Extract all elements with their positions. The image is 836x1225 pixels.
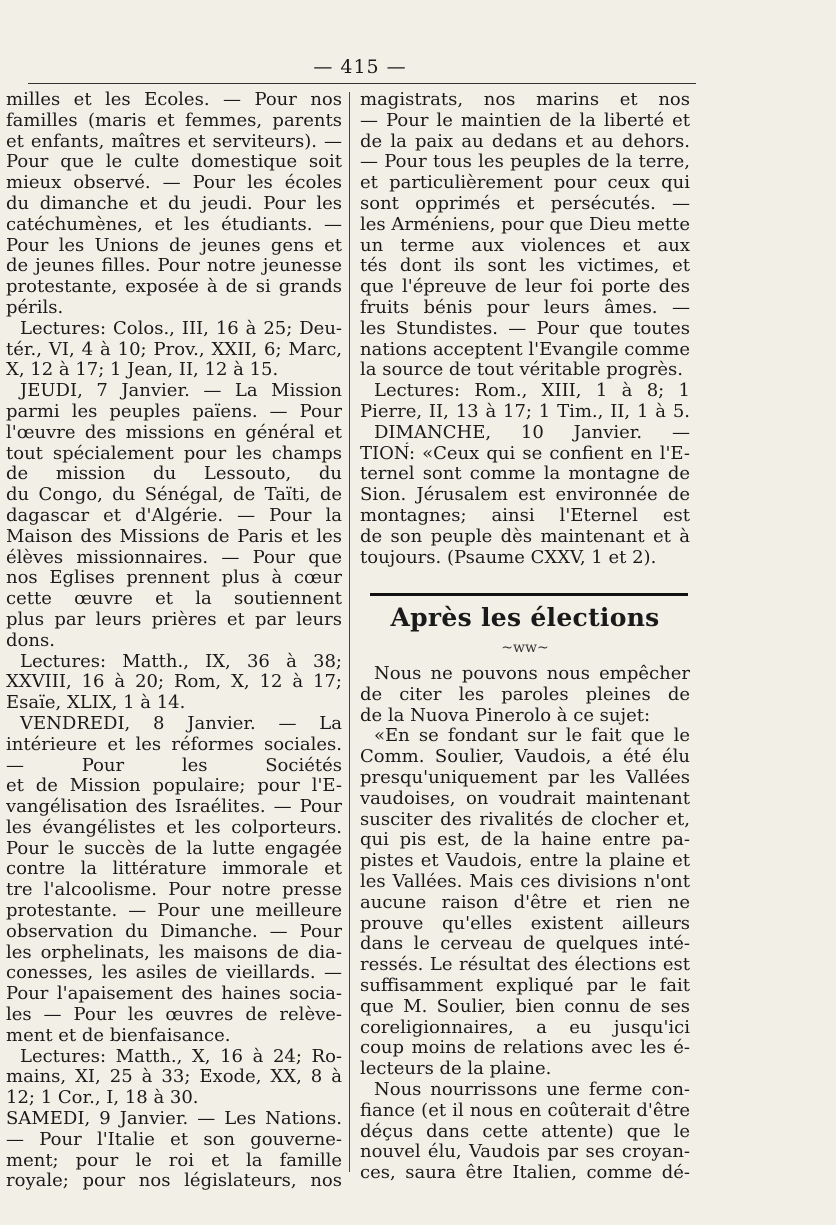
text-line: ment et de bienfaisance. — [6, 1025, 231, 1046]
text-line: du dimanche et du jeudi. Pour les — [6, 193, 342, 214]
text-line: suffisamment expliqué par le fait — [360, 975, 690, 996]
text-line: tout spécialement pour les champs — [6, 443, 342, 464]
text-line: Lectures: Matth., X, 16 à 24; Ro- — [20, 1046, 342, 1067]
text-line: ternel sont comme la montagne de — [360, 464, 690, 485]
text-line: ressés. Le résultat des élections est — [360, 955, 690, 976]
text-line: — Pour le maintien de la liberté et — [360, 110, 690, 131]
text-line: qui pis est, de la haine entre pa- — [360, 830, 690, 851]
text-line: coreligionnaires, a eu jusqu'ici — [360, 1017, 690, 1038]
text-line: prouve qu'elles existent ailleurs — [360, 913, 690, 934]
text-line: vaudoises, on voudrait maintenant — [360, 788, 690, 809]
text-line: Lectures: Colos., III, 16 à 25; Deu- — [20, 318, 342, 339]
text-line: et enfants, maîtres et serviteurs). — — [6, 131, 342, 152]
text-line: fruits bénis pour leurs âmes. — — [360, 297, 690, 318]
text-line: DIMANCHE, 10 Janvier. — — [374, 422, 690, 443]
text-line: Pour le succès de la lutte engagée — [6, 838, 342, 859]
text-line: coup moins de relations avec les é- — [360, 1038, 690, 1059]
text-line: Lectures: Rom., XIII, 1 à 8; 1 — [374, 381, 690, 402]
text-line: de la Nuova Pinerolo à ce sujet: — [360, 705, 651, 726]
text-line: ces, saura être Italien, comme dé- — [360, 1163, 690, 1184]
section-rule — [370, 593, 688, 596]
text-line: et de Mission populaire; pour l'E- — [6, 776, 342, 797]
text-line: pistes et Vaudois, entre la plaine et — [360, 851, 690, 872]
text-line: observation du Dimanche. — Pour — [6, 921, 342, 942]
text-line: — Pour les Sociétés — [6, 755, 342, 776]
text-line: TION: «Ceux qui se confient en l'E- — [360, 443, 690, 464]
text-line: de son peuple dès maintenant et à — [360, 526, 690, 547]
text-line: Comm. Soulier, Vaudois, a été élu — [360, 747, 690, 768]
text-line: Maison des Missions de Paris et les — [6, 526, 342, 547]
text-line: les évangélistes et les colporteurs. — [6, 817, 342, 838]
text-line: de mission du Lessouto, du — [6, 464, 342, 485]
text-line: plus par leurs prières et par leurs — [6, 609, 342, 630]
text-line: XXVIII, 16 à 20; Rom, X, 12 à 17; — [6, 672, 342, 693]
text-line: un terme aux violences et aux — [360, 235, 690, 256]
text-line: tés dont ils sont les victimes, et — [360, 256, 690, 277]
text-line: VENDREDI, 8 Janvier. — La — [20, 713, 342, 734]
text-line: fiance (et il nous en coûterait d'être — [360, 1100, 690, 1121]
text-line: conesses, les asiles de vieillards. — — [6, 963, 342, 984]
text-line: mieux observé. — Pour les écoles — [6, 173, 342, 194]
text-line: nouvel élu, Vaudois par ses croyan- — [360, 1142, 690, 1163]
text-line: cette œuvre et la soutiennent — [6, 589, 342, 610]
text-line: les Vallées. Mais ces divisions n'ont — [360, 871, 690, 892]
text-line: Pour les Unions de jeunes gens et — [6, 235, 342, 256]
left-column — [6, 90, 342, 1192]
text-line: susciter des rivalités de clocher et, — [360, 809, 690, 830]
text-line: du Congo, du Sénégal, de Taïti, de — [6, 485, 342, 506]
text-line: — Pour tous les peuples de la terre, — [360, 152, 690, 173]
text-line: les orphelinats, les maisons de dia- — [6, 942, 342, 963]
article-title: Après les élections — [390, 603, 660, 632]
text-line: milles et les Ecoles. — Pour nos — [6, 90, 342, 110]
text-line: les — Pour les œuvres de relève- — [6, 1005, 342, 1026]
text-line: Pierre, II, 13 à 17; 1 Tim., II, 1 à 5. — [360, 401, 690, 422]
text-line: et particulièrement pour ceux qui — [360, 173, 690, 194]
right-column — [360, 90, 690, 568]
text-line: que l'épreuve de leur foi porte des — [360, 277, 690, 298]
text-line: de la paix au dedans et au dehors. — [360, 131, 690, 152]
text-line: royale; pour nos législateurs, nos — [6, 1171, 342, 1192]
text-line: mains, XI, 25 à 33; Exode, XX, 8 à — [6, 1067, 342, 1088]
text-line: — Pour l'Italie et son gouverne- — [6, 1129, 342, 1150]
text-line: l'œuvre des missions en général et — [6, 422, 342, 443]
text-line: de citer les paroles pleines de — [360, 684, 690, 705]
text-line: familles (maris et femmes, parents — [6, 110, 342, 131]
article-body — [360, 664, 690, 1184]
text-line: catéchumènes, et les étudiants. — — [6, 214, 342, 235]
text-line: protestante. — Pour une meilleure — [6, 901, 342, 922]
text-line: élèves missionnaires. — Pour que — [6, 547, 342, 568]
text-line: vangélisation des Israélites. — Pour — [6, 797, 342, 818]
text-line: les Arméniens, pour que Dieu mette — [360, 214, 690, 235]
text-line: dagascar et d'Algérie. — Pour la — [6, 505, 342, 526]
text-line: Sion. Jérusalem est environnée de — [360, 485, 690, 506]
text-line: tre l'alcoolisme. Pour notre presse — [6, 880, 342, 901]
text-line: les Stundistes. — Pour que toutes — [360, 318, 690, 339]
text-line: Pour l'apaisement des haines socia- — [6, 984, 342, 1005]
text-line: parmi les peuples païens. — Pour — [6, 401, 342, 422]
text-line: Pour que le culte domestique soit — [6, 152, 342, 173]
text-line: contre la littérature immorale et — [6, 859, 342, 880]
text-line: toujours. (Psaume CXXV, 1 et 2). — [360, 547, 657, 568]
text-line: nos Eglises prennent plus à cœur — [6, 568, 342, 589]
text-line: protestante, exposée à de si grands — [6, 277, 342, 298]
text-line: 12; 1 Cor., I, 18 à 30. — [6, 1088, 199, 1109]
text-line: aucune raison d'être et rien ne — [360, 892, 690, 913]
text-line: presqu'uniquement par les Vallées — [360, 767, 690, 788]
text-line: nations acceptent l'Evangile comme — [360, 339, 690, 360]
text-line: SAMEDI, 9 Janvier. — Les Nations. — [6, 1109, 342, 1130]
text-line: déçus dans cette attente) que le — [360, 1121, 690, 1142]
text-line: «En se fondant sur le fait que le — [374, 726, 690, 747]
column-divider — [349, 92, 350, 1172]
text-line: lecteurs de la plaine. — [360, 1059, 552, 1080]
text-line: dons. — [6, 630, 55, 651]
text-line: sont opprimés et persécutés. — — [360, 193, 690, 214]
text-line: tér., VI, 4 à 10; Prov., XXII, 6; Marc, — [6, 339, 342, 360]
text-line: intérieure et les réformes sociales. — [6, 734, 342, 755]
text-line: Nous nourrissons une ferme con- — [374, 1079, 690, 1100]
text-line: Lectures: Matth., IX, 36 à 38; — [20, 651, 342, 672]
page-number: — 415 — — [313, 56, 407, 78]
text-line: ment; pour le roi et la famille — [6, 1150, 342, 1171]
text-line: la source de tout véritable progrès. — [360, 360, 683, 381]
text-line: Esaïe, XLIX, 1 à 14. — [6, 693, 186, 714]
text-line: que M. Soulier, bien connu de ses — [360, 996, 690, 1017]
text-line: X, 12 à 17; 1 Jean, II, 12 à 15. — [6, 360, 279, 381]
text-line: dans le cerveau de quelques inté- — [360, 934, 690, 955]
text-line: de jeunes filles. Pour notre jeunesse — [6, 256, 342, 277]
text-line: JEUDI, 7 Janvier. — La Mission — [20, 381, 342, 402]
header-rule — [28, 83, 696, 84]
ornament-divider: ~ww~ — [501, 640, 549, 656]
text-line: magistrats, nos marins et nos — [360, 90, 690, 110]
text-line: montagnes; ainsi l'Eternel est — [360, 505, 690, 526]
text-line: périls. — [6, 297, 64, 318]
text-line: Nous ne pouvons nous empêcher — [374, 664, 690, 684]
